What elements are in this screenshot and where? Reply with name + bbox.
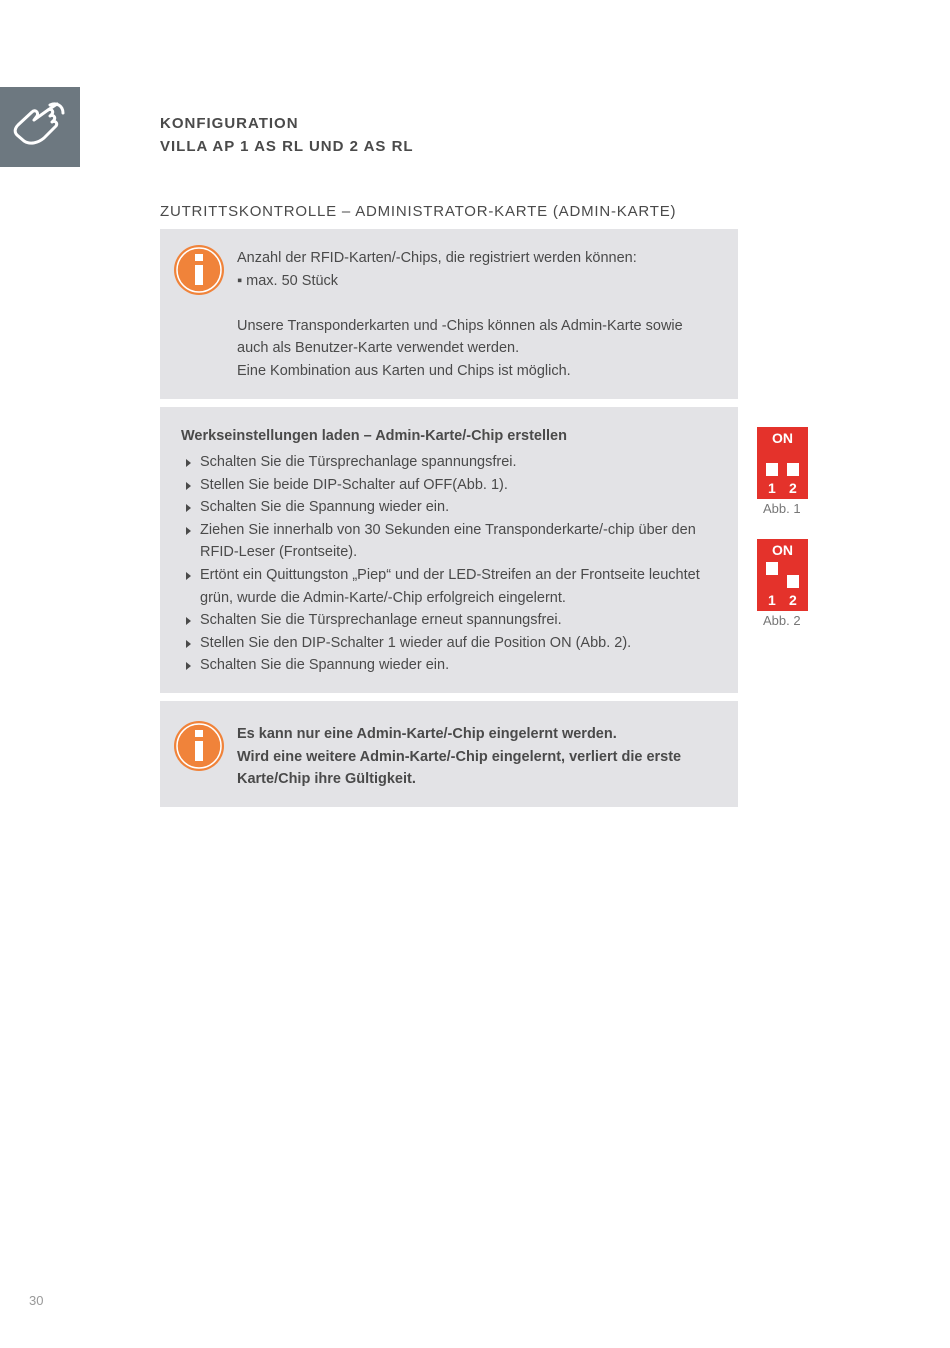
info-bullet: ▪ max. 50 Stück bbox=[237, 272, 339, 289]
dip-switch-1 bbox=[766, 562, 778, 575]
list-item: Stellen Sie den DIP-Schalter 1 wieder auf die Position ON (Abb. 2). bbox=[186, 632, 706, 655]
list-item: Schalten Sie die Türsprechanlage erneut spannungsfrei. bbox=[186, 609, 706, 632]
triangle-bullet-icon bbox=[186, 662, 191, 670]
steps-list bbox=[186, 451, 706, 677]
figure-caption: Abb. 1 bbox=[763, 501, 801, 516]
list-item: Stellen Sie beide DIP-Schalter auf OFF(Abb. 1). bbox=[186, 474, 706, 497]
list-item: Schalten Sie die Türsprechanlage spannungsfrei. bbox=[186, 451, 706, 474]
info-text bbox=[237, 247, 708, 383]
chapter-tab bbox=[0, 87, 80, 167]
info-box-warning bbox=[160, 701, 738, 807]
triangle-bullet-icon bbox=[186, 527, 191, 535]
dip-switch-2 bbox=[787, 463, 799, 476]
triangle-bullet-icon bbox=[186, 640, 191, 648]
dip-switch-figure-2 bbox=[757, 539, 808, 611]
page-number: 30 bbox=[29, 1293, 44, 1308]
info-line: Eine Kombination aus Karten und Chips ist möglich. bbox=[237, 362, 571, 379]
warning-line: Wird eine weitere Admin-Karte/-Chip eingelernt, verliert die erste bbox=[237, 748, 682, 765]
triangle-bullet-icon bbox=[186, 459, 191, 467]
dip-number-1: 1 bbox=[768, 592, 776, 608]
info-icon bbox=[172, 243, 226, 297]
list-item: Ziehen Sie innerhalb von 30 Sekunden eine Transponderkarte/-chip über den RFID-Leser (Frontseite). bbox=[186, 519, 706, 564]
info-line: Unsere Transponderkarten und -Chips können als Admin-Karte sowie bbox=[237, 317, 683, 334]
warning-text bbox=[237, 723, 708, 791]
list-item: Schalten Sie die Spannung wieder ein. bbox=[186, 654, 706, 677]
dip-number-2: 2 bbox=[789, 592, 797, 608]
dip-switch-2 bbox=[787, 575, 799, 588]
info-icon bbox=[172, 719, 226, 773]
header-title: KONFIGURATION bbox=[160, 115, 299, 132]
list-item: Ertönt ein Quittungston „Piep“ und der LED-Streifen an der Frontseite leuchtet grün, wurde die Admin-Karte/-Chip erfolgreich eingelernt. bbox=[186, 564, 706, 609]
figure-caption: Abb. 2 bbox=[763, 613, 801, 628]
steps-box bbox=[160, 407, 738, 693]
info-box-capacity bbox=[160, 229, 738, 399]
dip-switch-figure-1 bbox=[757, 427, 808, 499]
dip-switch-1 bbox=[766, 463, 778, 476]
dip-on-label: ON bbox=[772, 430, 793, 446]
triangle-bullet-icon bbox=[186, 504, 191, 512]
triangle-bullet-icon bbox=[186, 482, 191, 490]
warning-line: Es kann nur eine Admin-Karte/-Chip eingelernt werden. bbox=[237, 726, 617, 742]
triangle-bullet-icon bbox=[186, 617, 191, 625]
touch-hand-icon bbox=[10, 101, 68, 151]
dip-number-2: 2 bbox=[789, 480, 797, 496]
warning-line: Karte/Chip ihre Gültigkeit. bbox=[237, 771, 416, 788]
list-item: Schalten Sie die Spannung wieder ein. bbox=[186, 496, 706, 519]
dip-number-1: 1 bbox=[768, 480, 776, 496]
steps-title: Werkseinstellungen laden – Admin-Karte/-Chip erstellen bbox=[181, 428, 567, 444]
dip-on-label: ON bbox=[772, 542, 793, 558]
triangle-bullet-icon bbox=[186, 572, 191, 580]
info-line: Anzahl der RFID-Karten/-Chips, die registriert werden können: bbox=[237, 250, 637, 266]
section-title: ZUTRITTSKONTROLLE – ADMINISTRATOR-KARTE (ADMIN-KARTE) bbox=[160, 203, 677, 220]
info-line: auch als Benutzer-Karte verwendet werden. bbox=[237, 340, 520, 357]
header-subtitle: VILLA AP 1 AS RL UND 2 AS RL bbox=[160, 138, 414, 155]
page-header bbox=[160, 112, 414, 158]
